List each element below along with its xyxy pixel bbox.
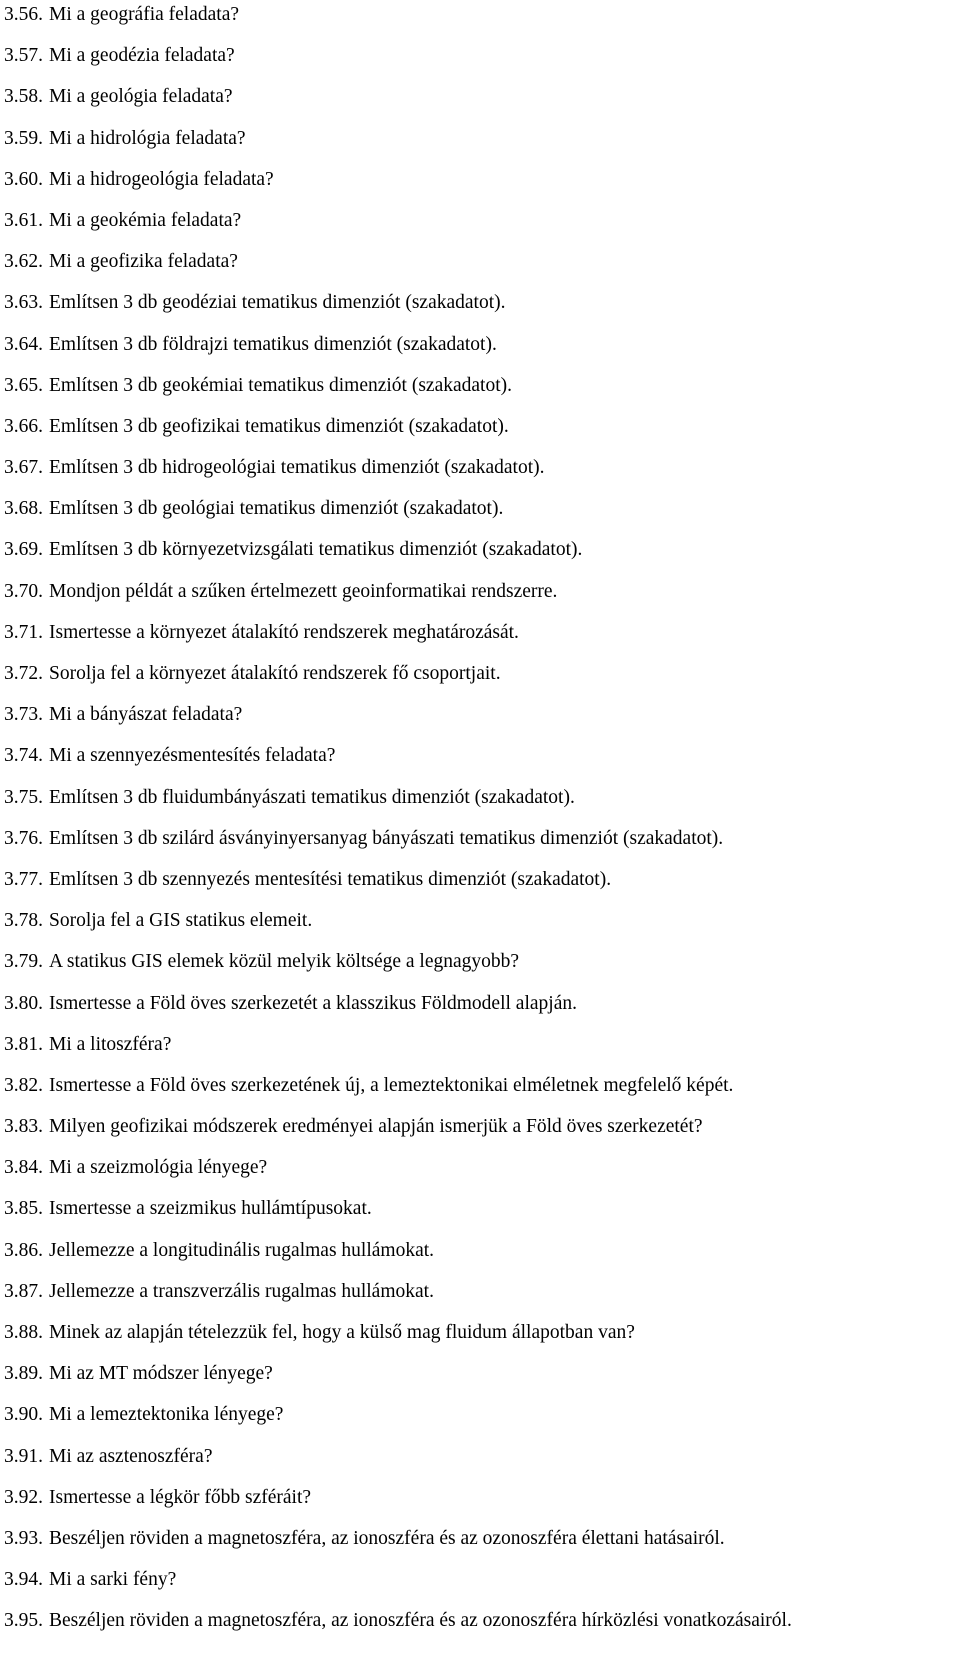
question-item (4, 1483, 956, 1524)
question-item (4, 1030, 956, 1071)
question-item (4, 288, 956, 329)
question-text: Mi a geográfia feladata? (49, 4, 240, 25)
question-number: 3.92. (4, 1486, 43, 1508)
question-text: Sorolja fel a GIS statikus elemeit. (49, 910, 313, 932)
question-item (4, 1277, 956, 1318)
question-item (4, 1194, 956, 1235)
question-item (4, 1318, 956, 1359)
question-item (4, 700, 956, 741)
question-number: 3.84. (4, 1157, 43, 1179)
question-text: Mi a geofizika feladata? (49, 251, 238, 273)
question-text: Beszéljen röviden a magnetoszféra, az ionoszféra és az ozonoszféra hírközlési vonatkozásairól. (49, 1610, 792, 1632)
question-text: Említsen 3 db szilárd ásványinyersanyag bányászati tematikus dimenziót (szakadatot). (49, 827, 724, 849)
question-number: 3.95. (4, 1610, 43, 1632)
question-item (4, 577, 956, 618)
question-text: Mi a bányászat feladata? (49, 704, 243, 726)
question-item (4, 741, 956, 782)
question-text: Minek az alapján tételezzük fel, hogy a külső mag fluidum állapotban van? (49, 1322, 635, 1343)
question-item (4, 1071, 956, 1112)
question-item (4, 1606, 956, 1647)
question-item (4, 412, 956, 453)
question-text: Mi a geokémia feladata? (49, 209, 242, 231)
question-text: Jellemezze a transzverzális rugalmas hullámokat. (49, 1280, 434, 1302)
question-item (4, 865, 956, 906)
question-text: Sorolja fel a környezet átalakító rendszerek fő csoportjait. (49, 663, 501, 684)
question-item (4, 1565, 956, 1606)
question-number: 3.59. (4, 127, 43, 149)
question-text: Ismertesse a Föld öves szerkezetét a klasszikus Földmodell alapján. (49, 992, 577, 1014)
question-number: 3.93. (4, 1527, 43, 1549)
question-item (4, 535, 956, 576)
question-text: Milyen geofizikai módszerek eredményei alapján ismerjük a Föld öves szerkezetét? (49, 1116, 703, 1138)
question-number: 3.85. (4, 1198, 43, 1220)
question-text: Említsen 3 db geofizikai tematikus dimenziót (szakadatot). (49, 415, 509, 437)
question-text: Ismertesse a környezet átalakító rendszerek meghatározását. (49, 621, 519, 643)
question-item (4, 494, 956, 535)
question-text: Mi a geológia feladata? (49, 86, 233, 108)
question-text: Jellemezze a longitudinális rugalmas hullámokat. (49, 1239, 435, 1261)
question-number: 3.81. (4, 1033, 43, 1055)
question-number: 3.67. (4, 457, 43, 479)
question-text: Említsen 3 db fluidumbányászati tematikus dimenziót (szakadatot). (49, 786, 575, 808)
question-number: 3.82. (4, 1074, 43, 1096)
question-number: 3.87. (4, 1280, 43, 1302)
question-item (4, 206, 956, 247)
question-item (4, 824, 956, 865)
question-text: Mi a litoszféra? (49, 1033, 172, 1055)
question-number: 3.86. (4, 1239, 43, 1261)
question-item (4, 947, 956, 988)
question-text: Ismertesse a légkör főbb szféráit? (49, 1486, 312, 1508)
question-number: 3.71. (4, 621, 43, 643)
question-number: 3.63. (4, 292, 43, 314)
question-item (4, 41, 956, 82)
question-number: 3.60. (4, 168, 43, 190)
question-item (4, 1400, 956, 1441)
question-text: Mi a hidrogeológia feladata? (49, 168, 274, 190)
question-number: 3.78. (4, 910, 43, 932)
question-number: 3.76. (4, 827, 43, 849)
question-number: 3.58. (4, 86, 43, 108)
question-number: 3.89. (4, 1363, 43, 1385)
question-item (4, 989, 956, 1030)
question-list (4, 0, 956, 1648)
question-item (4, 783, 956, 824)
question-item (4, 1153, 956, 1194)
question-text: Említsen 3 db geokémiai tematikus dimenziót (szakadatot). (49, 374, 513, 396)
question-text: Mi a hidrológia feladata? (49, 127, 246, 149)
question-text: Mi a szeizmológia lényege? (49, 1157, 268, 1179)
question-number: 3.65. (4, 374, 43, 396)
question-number: 3.94. (4, 1569, 43, 1591)
question-item (4, 330, 956, 371)
question-item (4, 659, 956, 700)
question-item (4, 247, 956, 288)
question-number: 3.68. (4, 498, 43, 520)
question-text: Ismertesse a Föld öves szerkezetének új, a lemeztektonikai elméletnek megfelelő képét. (49, 1074, 734, 1096)
question-text: Említsen 3 db környezetvizsgálati tematikus dimenziót (szakadatot). (49, 539, 583, 561)
question-item (4, 124, 956, 165)
question-text: Mi a szennyezésmentesítés feladata? (49, 745, 336, 767)
question-text: Mi a sarki fény? (49, 1569, 177, 1591)
question-item (4, 82, 956, 123)
question-number: 3.69. (4, 539, 43, 561)
question-text: Beszéljen röviden a magnetoszféra, az ionoszféra és az ozonoszféra élettani hatásairól. (49, 1527, 725, 1549)
question-item (4, 165, 956, 206)
question-number: 3.88. (4, 1322, 43, 1343)
question-text: Említsen 3 db hidrogeológiai tematikus dimenziót (szakadatot). (49, 457, 545, 479)
question-number: 3.77. (4, 868, 43, 890)
question-number: 3.70. (4, 580, 43, 602)
question-text: Mi az asztenoszféra? (49, 1445, 213, 1467)
question-text: Említsen 3 db földrajzi tematikus dimenziót (szakadatot). (49, 333, 497, 355)
question-item (4, 1442, 956, 1483)
question-item (4, 453, 956, 494)
question-number: 3.80. (4, 992, 43, 1014)
question-text: Említsen 3 db geológiai tematikus dimenziót (szakadatot). (49, 498, 504, 520)
question-text: Mi az MT módszer lényege? (49, 1363, 273, 1385)
question-number: 3.61. (4, 209, 43, 231)
question-item (4, 0, 956, 41)
question-number: 3.72. (4, 663, 43, 684)
question-number: 3.75. (4, 786, 43, 808)
question-item (4, 1236, 956, 1277)
question-item (4, 371, 956, 412)
question-number: 3.90. (4, 1404, 43, 1426)
question-text: Ismertesse a szeizmikus hullámtípusokat. (49, 1198, 372, 1220)
question-number: 3.64. (4, 333, 43, 355)
question-number: 3.57. (4, 45, 43, 67)
question-number: 3.91. (4, 1445, 43, 1467)
question-text: A statikus GIS elemek közül melyik költsége a legnagyobb? (49, 951, 520, 973)
question-number: 3.74. (4, 745, 43, 767)
question-text: Említsen 3 db szennyezés mentesítési tematikus dimenziót (szakadatot). (49, 868, 612, 890)
question-text: Említsen 3 db geodéziai tematikus dimenziót (szakadatot). (49, 292, 506, 314)
question-item (4, 1112, 956, 1153)
question-number: 3.83. (4, 1116, 43, 1138)
question-number: 3.73. (4, 704, 43, 726)
question-number: 3.56. (4, 4, 43, 25)
question-text: Mondjon példát a szűken értelmezett geoinformatikai rendszerre. (49, 580, 558, 602)
question-text: Mi a geodézia feladata? (49, 45, 235, 67)
question-item (4, 906, 956, 947)
question-item (4, 1524, 956, 1565)
question-number: 3.79. (4, 951, 43, 973)
question-item (4, 618, 956, 659)
question-number: 3.66. (4, 415, 43, 437)
question-item (4, 1359, 956, 1400)
question-text: Mi a lemeztektonika lényege? (49, 1404, 284, 1426)
question-number: 3.62. (4, 251, 43, 273)
